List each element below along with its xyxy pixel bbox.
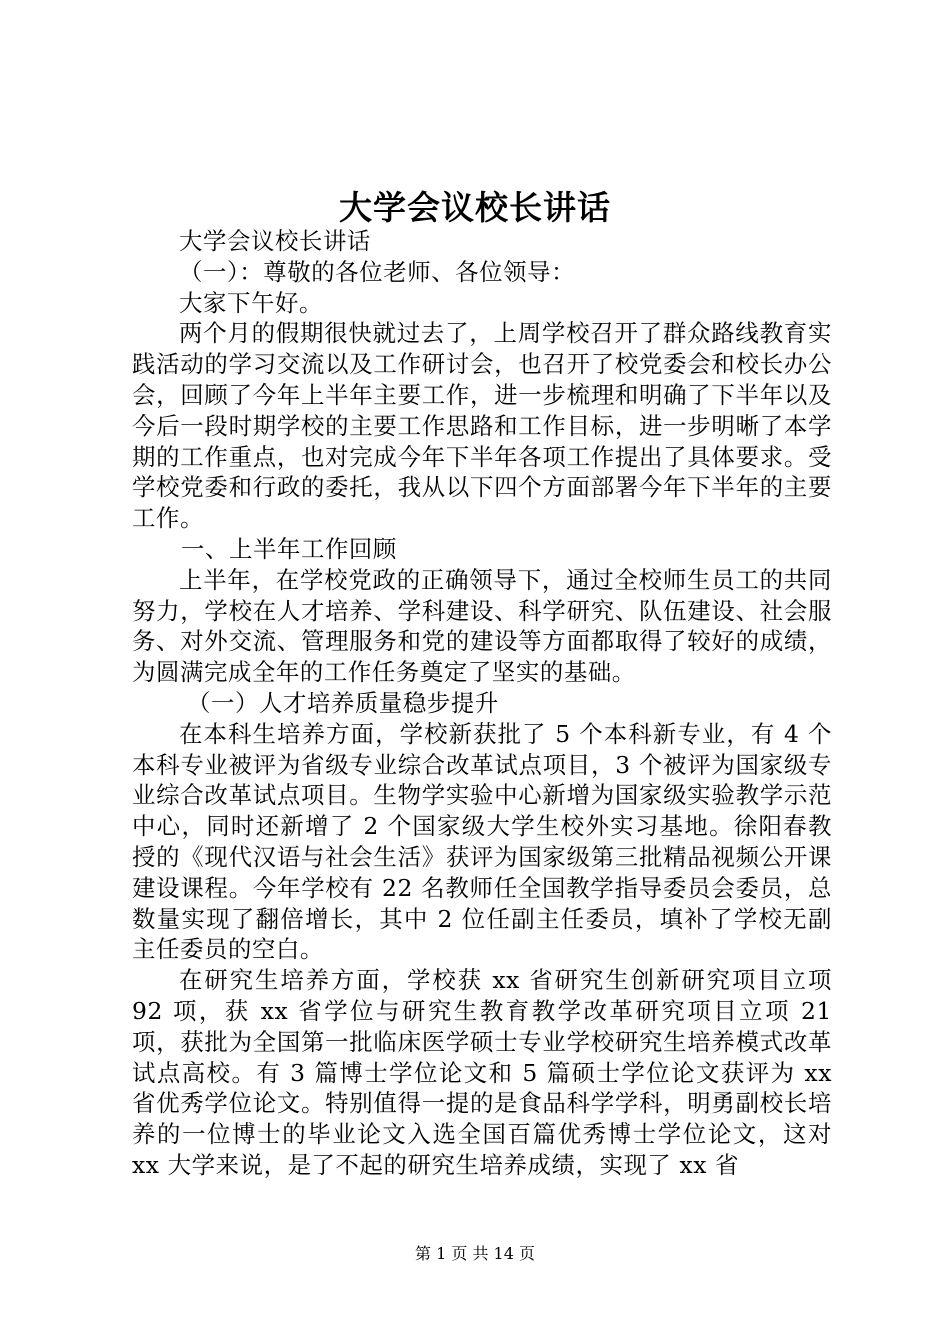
paragraph-undergraduate: 在本科生培养方面，学校新获批了 5 个本科新专业，有 4 个本科专业被评为省级专业综合改革试点项目，3 个被评为国家级专业综合改革试点项目。生物学实验中心新增为国家级实验教学示范中心，同时还新增了 2 个国家级大学生校外实习基地。徐阳春教授的《现代汉语与社会生活》获评为国家级第三批精品视频公开课建设课程。今年学校有 22 名教师任全国教学指导委员会委员，总数量实现了翻倍增长，其中 2 位任副主任委员，填补了学校无副主任委员的空白。 (132, 719, 832, 964)
paragraph-intro: 两个月的假期很快就过去了，上周学校召开了群众路线教育实践活动的学习交流以及工作研讨会，也召开了校党委会和校长办公会，回顾了今年上半年主要工作，进一步梳理和明确了下半年以及今后一段时期学校的主要工作思路和工作目标，进一步明晰了本学期的工作重点，也对完成今年下半年各项工作提出了具体要求。受学校党委和行政的委托，我从以下四个方面部署今年下半年的主要工作。 (132, 319, 832, 533)
paragraph-greeting: 大家下午好。 (179, 288, 323, 317)
subsection-heading: （一）人才培养质量稳步提升 (187, 688, 499, 717)
paragraph-subtitle: 大学会议校长讲话 (179, 227, 371, 255)
paragraph-review: 上半年，在学校党政的正确领导下，通过全校师生员工的共同努力，学校在人才培养、学科建设、科学研究、队伍建设、社会服务、对外交流、管理服务和党的建设等方面都取得了较好的成绩，为圆满完成全年的工作任务奠定了坚实的基础。 (132, 565, 832, 687)
paragraph-graduate: 在研究生培养方面，学校获 xx 省研究生创新研究项目立项 92 项，获 xx 省学位与研究生教育教学改革研究项目立项 21 项，获批为全国第一批临床医学硕士专业学校研究生培养模式改革试点高校。有 3 篇博士学位论文和 5 篇硕士学位论文获评为 xx 省优秀学位论文。特别值得一提的是食品科学学科，明勇副校长培养的一位博士的毕业论文入选全国百篇优秀博士学位论文，这对 xx 大学来说，是了不起的研究生培养成绩，实现了 xx 省 (132, 966, 832, 1179)
document-body (132, 226, 832, 1181)
section-heading: 一、上半年工作回顾 (181, 534, 397, 563)
page-footer: 第 1 页 共 14 页 (415, 1244, 535, 1263)
paragraph-salutation: （一）：尊敬的各位老师、各位领导： (179, 257, 576, 286)
document-title: 大学会议校长讲话 (339, 188, 611, 227)
